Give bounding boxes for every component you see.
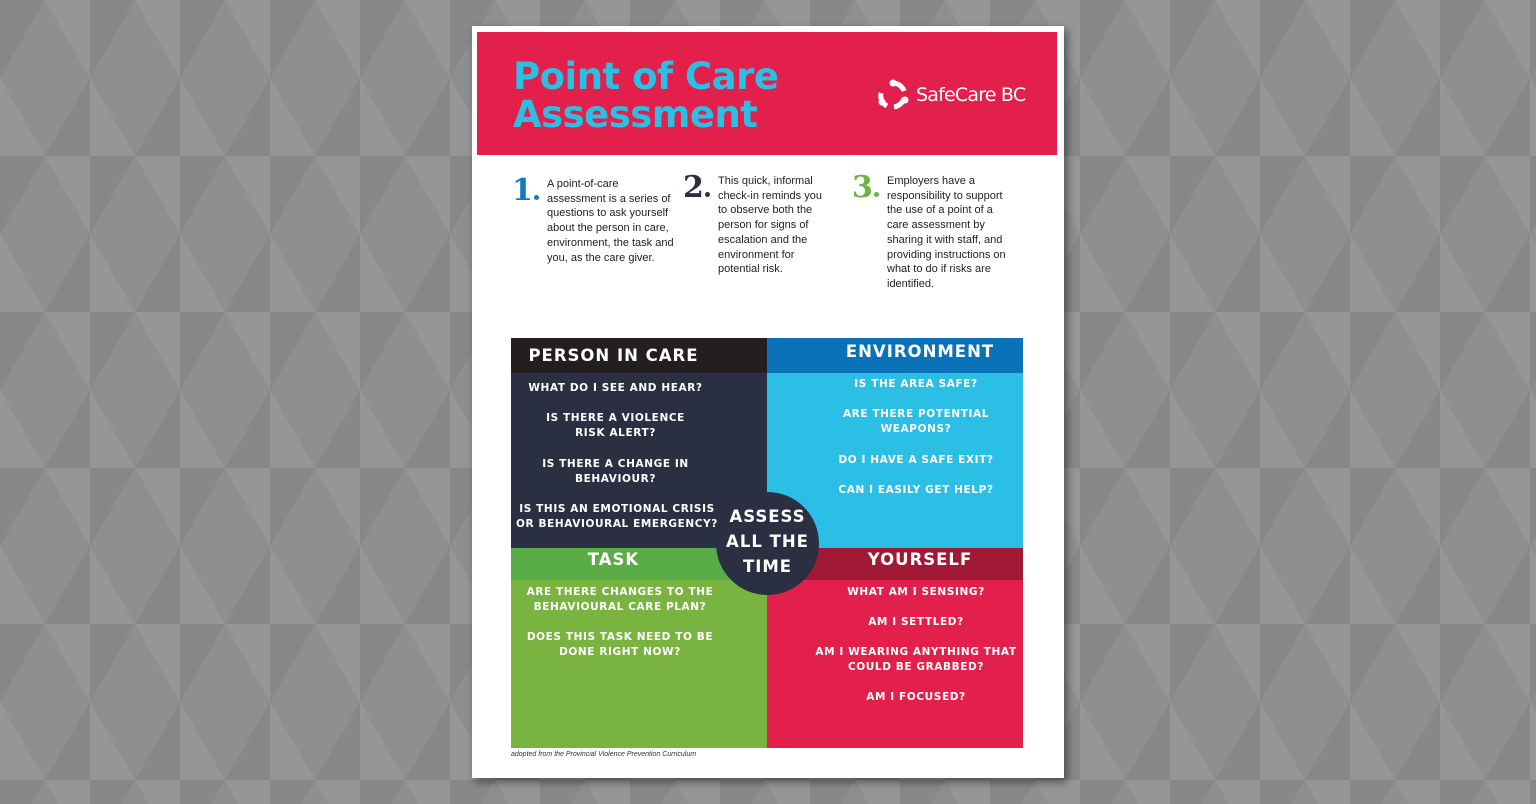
person-question: WHAT DO I SEE AND HEAR? — [528, 382, 703, 394]
environment-question: ARE THERE POTENTIAL WEAPONS? — [842, 408, 990, 435]
number: 1 — [512, 173, 533, 208]
environment-title: ENVIRONMENT — [845, 342, 995, 361]
yourself-question: WHAT AM I SENSING? — [847, 586, 985, 598]
person-question: IS THERE A VIOLENCE RISK ALERT? — [546, 412, 685, 439]
center-line-3: TIME — [742, 557, 793, 576]
center-line-2: ALL THE — [726, 532, 809, 551]
intro-text-1: A point-of-care assessment is a series of questions to ask yourself about the person in care, environment, the task and you, as the care giver. — [547, 178, 674, 264]
intro-text-2: This quick, informal check-in reminds you to observe both the person for signs of escalation and the environment for potential risk. — [718, 175, 822, 276]
task-question: DOES THIS TASK NEED TO BE DONE RIGHT NOW? — [526, 631, 714, 658]
task-question: ARE THERE CHANGES TO THE BEHAVIOURAL CARE PLAN? — [526, 586, 714, 613]
environment-question: IS THE AREA SAFE? — [854, 378, 978, 390]
center-line-1: ASSESS — [729, 507, 806, 526]
safecare-logo-icon — [876, 78, 910, 112]
intro-number-3 — [852, 170, 879, 205]
intro-number-1 — [512, 173, 539, 208]
yourself-question: AM I FOCUSED? — [866, 691, 966, 703]
environment-question: CAN I EASILY GET HELP? — [838, 484, 994, 496]
yourself-question: AM I WEARING ANYTHING THAT COULD BE GRABBED? — [815, 646, 1017, 673]
dot-icon — [874, 192, 879, 197]
number: 3 — [852, 170, 873, 205]
safecare-logo — [876, 78, 1025, 112]
environment-question: DO I HAVE A SAFE EXIT? — [838, 454, 994, 466]
dot-icon — [534, 195, 539, 200]
yourself-question: AM I SETTLED? — [868, 616, 964, 628]
number: 2 — [683, 170, 704, 205]
title-line-2: Assessment — [513, 93, 758, 136]
assess-all-the-time-badge — [716, 492, 819, 595]
intro-text-3: Employers have a responsibility to support the use of a point of a care assessment by sharing it with staff, and providing instructions on what to do if risks are identified. — [887, 175, 1006, 290]
poster-title — [513, 55, 779, 136]
intro-number-2 — [683, 170, 710, 205]
footer-credit: adopted from the Provincial Violence Prevention Curriculum — [511, 751, 697, 758]
person-title: PERSON IN CARE — [528, 346, 699, 365]
title-line-1: Point of Care — [513, 55, 779, 98]
person-question: IS THIS AN EMOTIONAL CRISIS OR BEHAVIOURAL EMERGENCY? — [516, 503, 718, 530]
dot-icon — [705, 192, 710, 197]
yourself-title: YOURSELF — [867, 550, 973, 569]
logo-text: SafeCare BC — [916, 84, 1026, 106]
person-question: IS THERE A CHANGE IN BEHAVIOUR? — [542, 458, 689, 485]
task-title: TASK — [587, 550, 640, 569]
